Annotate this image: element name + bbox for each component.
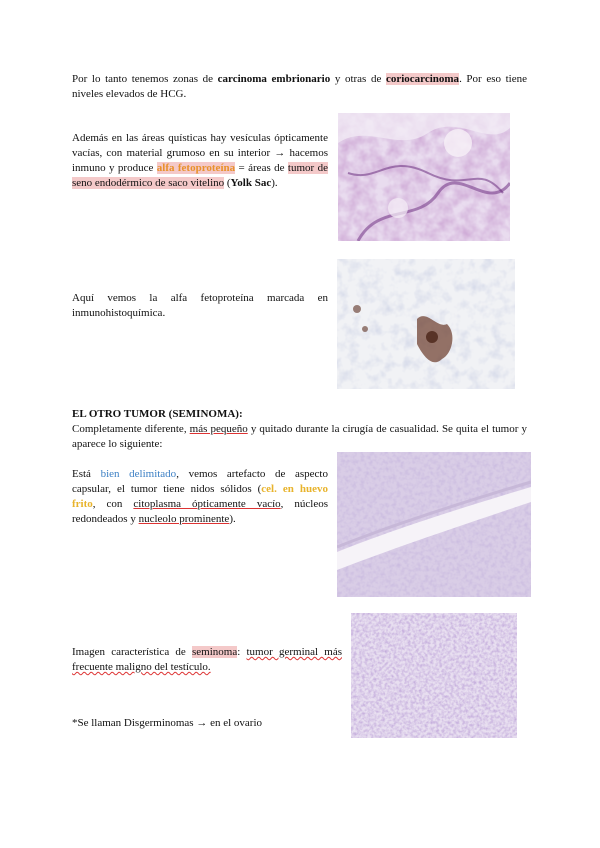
paragraph-seminoma-characteristic: Imagen característica de seminoma: tumor germinal más frecuente maligno del testículo. (72, 646, 342, 673)
term-yolk-sac: Yolk Sac (230, 177, 272, 189)
note-disgerminomas: *Se llaman Disgerminomas → en el ovario (72, 717, 263, 729)
term-seminoma: seminoma (192, 646, 238, 658)
term-bien-delimitado: bien delimitado (100, 468, 177, 480)
histology-image-seminoma-cells (351, 613, 517, 738)
term-huevo-frito: cel. en huevo frito (72, 483, 328, 510)
section-heading-seminoma: EL OTRO TUMOR (SEMINOMA): (72, 408, 243, 420)
term-carcinoma-embrionario: carcinoma embrionario (217, 73, 331, 85)
term-tumor-germinal: tumor germinal más frecuente maligno del testículo. (72, 646, 342, 673)
histology-image-yolk-sac (338, 113, 510, 241)
term-nucleolo-prominente: nucleolo prominente (138, 513, 230, 525)
paragraph-ihq: Aquí vemos la alfa fetoproteína marcada en inmunohistoquímica. (72, 292, 328, 319)
paragraph-seminoma-desc: Está bien delimitado, vemos artefacto de aspecto capsular, el tumor tiene nidos sólidos (cel. en huevo frito, con citoplasma ópticamente vacío, núcleos redondeados y nucleolo prominente). (72, 468, 328, 525)
term-alfa-fetoproteina: alfa fetoproteína (156, 162, 236, 174)
ihq-image-afp (337, 259, 515, 389)
paragraph-seminoma-intro: Completamente diferente, más pequeño y quitado durante la cirugía de casualidad. Se quita el tumor y aparece lo siguiente: (72, 423, 527, 450)
term-mas-pequeno: más pequeño (189, 423, 248, 435)
paragraph-embryonal: Por lo tanto tenemos zonas de carcinoma embrionario y otras de coriocarcinoma. Por eso tiene niveles elevados de HCG. (72, 73, 527, 100)
term-tumor-seno-endodermico: tumor de seno endodérmico de saco vitelino (72, 162, 328, 189)
term-citoplasma-vacio: citoplasma ópticamente vacío (133, 498, 281, 510)
histology-image-seminoma-capsule (337, 452, 531, 597)
paragraph-yolk-sac: Además en las áreas quísticas hay vesículas ópticamente vacías, con material grumoso en su interior → hacemos inmuno y produce alfa fetoproteína = áreas de tumor de seno endodérmico de saco vitelino (Yolk Sac). (72, 132, 328, 189)
term-coriocarcinoma: coriocarcinoma (385, 73, 460, 85)
